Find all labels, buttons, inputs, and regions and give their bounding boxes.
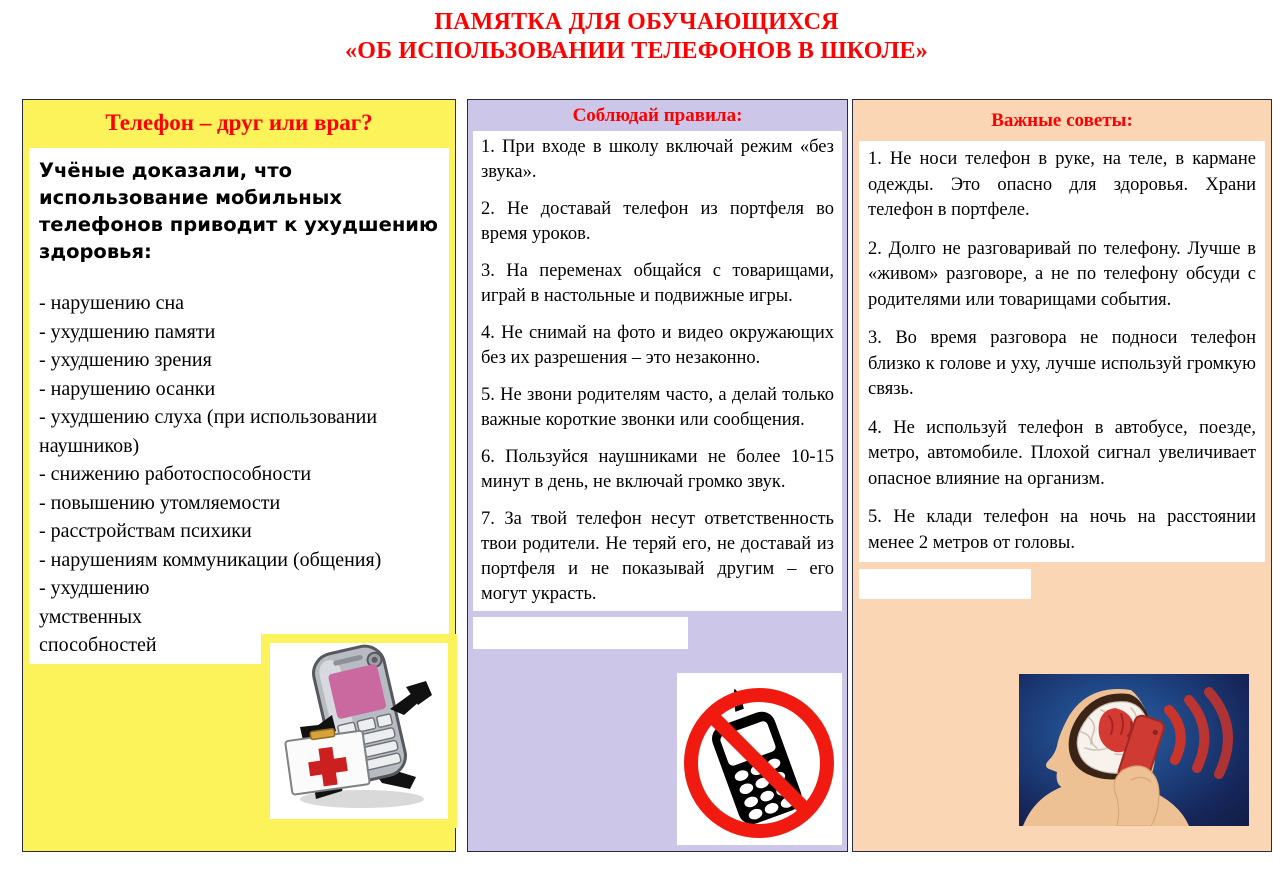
list-item: - ухудшению зрения [39, 349, 212, 371]
list-item: - снижению работоспособности [39, 463, 312, 485]
left-column-heading: Телефон – друг или враг? [105, 110, 373, 135]
columns-container [0, 99, 1273, 854]
rule-item: 5. Не звони родителям часто, а делай только важные короткие звонки или сообщения. [481, 385, 834, 430]
panel-follow-the-rules [467, 99, 848, 852]
list-item: - ухудшению памяти [39, 320, 216, 343]
rule-item: 3. На переменах общайся с товарищами, играй в настольные и подвижные игры. [481, 261, 834, 306]
middle-column-heading: Соблюдай правила: [572, 105, 743, 126]
page-title-line-2: «ОБ ИСПОЛЬЗОВАНИИ ТЕЛЕФОНОВ В ШКОЛЕ» [345, 38, 928, 64]
middle-blank-box [473, 617, 688, 649]
running-phone-with-first-aid-kit-icon [270, 643, 448, 819]
tip-item: 1. Не носи телефон в руке, на теле, в кармане одежды. Это опасно для здоровья. Храни телефон в портфеле. [868, 149, 1256, 220]
rule-item: 7. За твой телефон несут ответственность твои родители. Не теряй его, не доставай из портфеля и не показывай другим – его могут украсть. [481, 509, 834, 604]
panel-phone-friend-or-enemy [22, 99, 456, 852]
right-column-heading: Важные советы: [991, 110, 1133, 131]
middle-column-text-plate [473, 131, 842, 501]
running-phone-with-first-aid-kit-figure [261, 634, 457, 828]
tip-item: 3. Во время разговора не подноси телефон близко к голове и уху, лучше используй громкую связь. [868, 328, 1256, 399]
list-item: - нарушениям коммуникации (общения) [39, 548, 382, 571]
no-mobile-phone-icon [677, 673, 842, 845]
rule-item: 2. Не доставай телефон из портфеля во время уроков. [481, 199, 834, 244]
tip-item: 5. Не клади телефон на ночь на расстоянии менее 2 метров от головы. [868, 507, 1256, 553]
rule-item: 1. При входе в школу включай режим «без звука». [481, 137, 834, 182]
rule-item: 4. Не снимай на фото и видео окружающих без их разрешения – это незаконно. [481, 323, 834, 368]
tip-item: 2. Долго не разговаривай по телефону. Лучше в «живом» разговоре, а не по телефону обсуди с родителями или товарищами события. [868, 238, 1256, 310]
list-item: - расстройствам психики [39, 520, 252, 542]
tip-item: 4. Не используй телефон в автобусе, поезде, метро, автомобиле. Плохой сигнал увеличивает опасное влияние на организм. [868, 417, 1256, 489]
page-title [0, 0, 1273, 66]
right-blank-box [859, 569, 1031, 599]
list-item: - нарушению сна [39, 292, 185, 314]
rule-item: 6. Пользуйся наушниками не более 10-15 минут в день, не включай громко звук. [481, 447, 834, 492]
middle-column-text-plate-rule7 [473, 501, 842, 611]
page-title-line-1: ПАМЯТКА ДЛЯ ОБУЧАЮЩИХСЯ [434, 9, 839, 35]
left-column-text-plate [29, 148, 449, 664]
no-mobile-phone-sign-figure [677, 673, 842, 845]
head-with-brain-and-phone-radiation-figure [1019, 674, 1249, 826]
left-lead-paragraph: Учёные доказали, что использование мобильных телефонов приводит к ухудшению здоровья: [39, 159, 438, 263]
list-item: - нарушению осанки [39, 377, 216, 400]
list-item: - ухудшению слуха (при использовании наушников) [39, 406, 378, 457]
right-column-text-plate [859, 141, 1265, 562]
panel-important-advice [852, 99, 1272, 852]
list-item: - ухудшению умственных способностей [39, 577, 157, 656]
head-brain-radiation-icon [1019, 674, 1249, 826]
health-harms-list [39, 289, 439, 660]
list-item: - повышению утомляемости [39, 491, 281, 514]
